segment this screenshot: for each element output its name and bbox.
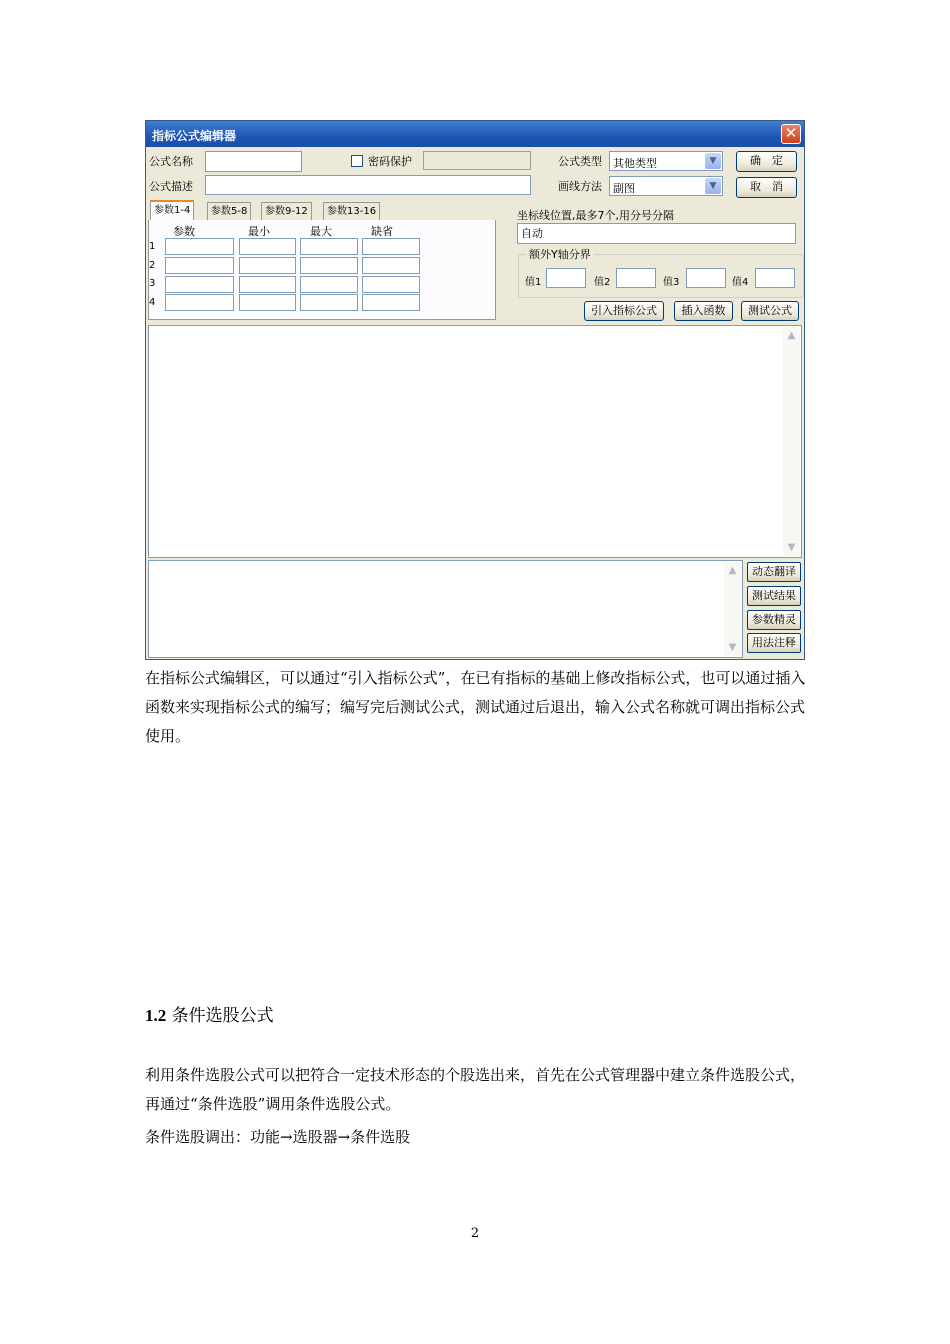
param-max-field[interactable] xyxy=(300,257,358,274)
ok-button[interactable]: 确 定 xyxy=(736,151,797,172)
y-value-1-input[interactable] xyxy=(546,268,586,288)
param-max-field[interactable] xyxy=(300,238,358,255)
y-value-label: 值1 xyxy=(525,277,542,288)
password-label: 密码保护 xyxy=(368,155,412,168)
param-min-field[interactable] xyxy=(239,276,296,293)
draw-method-value: 副图 xyxy=(613,182,635,195)
param-col-default: 缺省 xyxy=(371,225,393,238)
formula-type-label: 公式类型 xyxy=(558,155,602,168)
tab-params-5-8[interactable]: 参数5-8 xyxy=(207,202,251,220)
param-name-field[interactable] xyxy=(165,276,234,293)
password-checkbox[interactable] xyxy=(351,155,363,167)
param-default-field[interactable] xyxy=(362,294,420,311)
scroll-up-icon[interactable]: ▲ xyxy=(728,565,737,576)
param-min-field[interactable] xyxy=(239,238,296,255)
param-row-label: 4 xyxy=(149,297,156,308)
param-row-label: 2 xyxy=(149,260,156,271)
paragraph-editor-usage: 在指标公式编辑区，可以通过“引入指标公式”，在已有指标的基础上修改指标公式，也可以通过插入函数来实现指标公式的编写；编写完后测试公式，测试通过后退出，输入公式名称就可调出指标公式使用。 xyxy=(145,669,806,745)
title-bar[interactable] xyxy=(146,121,804,147)
close-icon[interactable]: ✕ xyxy=(781,124,801,144)
y-value-2-input[interactable] xyxy=(616,268,656,288)
test-formula-button[interactable]: 测试公式 xyxy=(741,301,799,321)
password-input[interactable] xyxy=(423,151,531,170)
param-name-field[interactable] xyxy=(165,257,234,274)
y-value-label: 值3 xyxy=(663,277,680,288)
y-value-3-input[interactable] xyxy=(686,268,726,288)
param-min-field[interactable] xyxy=(239,294,296,311)
dynamic-translate-button[interactable]: 动态翻译 xyxy=(747,562,801,582)
formula-type-select[interactable] xyxy=(609,151,723,171)
draw-method-select[interactable] xyxy=(609,176,723,196)
param-max-field[interactable] xyxy=(300,276,358,293)
axis-position-label: 坐标线位置,最多7个,用分号分隔 xyxy=(517,209,674,222)
usage-notes-button[interactable]: 用法注释 xyxy=(747,633,801,653)
param-max-field[interactable] xyxy=(300,294,358,311)
section-number: 1.2 xyxy=(145,1006,167,1025)
axis-position-input[interactable]: 自动 xyxy=(517,223,796,244)
tab-params-9-12[interactable]: 参数9-12 xyxy=(261,202,312,220)
chevron-down-icon: ▼ xyxy=(705,153,721,169)
paragraph-condition-stock: 利用条件选股公式可以把符合一定技术形态的个股选出来，首先在公式管理器中建立条件选股公式，再通过“条件选股”调用条件选股公式。 xyxy=(145,1066,806,1113)
formula-desc-label: 公式描述 xyxy=(149,180,193,193)
tab-params-1-4[interactable]: 参数1-4 xyxy=(150,200,194,221)
scroll-down-icon[interactable]: ▼ xyxy=(787,542,796,553)
formula-name-input[interactable] xyxy=(205,151,302,172)
cancel-button[interactable]: 取 消 xyxy=(736,177,797,198)
param-row-label: 3 xyxy=(149,278,156,289)
y-value-4-input[interactable] xyxy=(755,268,795,288)
formula-desc-input[interactable] xyxy=(205,175,531,195)
param-name-field[interactable] xyxy=(165,238,234,255)
paragraph-condition-path: 条件选股调出：功能→选股器→条件选股 xyxy=(145,1128,411,1146)
scroll-down-icon[interactable]: ▼ xyxy=(728,642,737,653)
param-col-max: 最大 xyxy=(310,225,332,238)
output-scrollbar[interactable] xyxy=(724,562,741,656)
param-name-field[interactable] xyxy=(165,294,234,311)
insert-function-button[interactable]: 插入函数 xyxy=(674,301,733,321)
section-heading xyxy=(145,1001,274,1026)
param-default-field[interactable] xyxy=(362,257,420,274)
scroll-up-icon[interactable]: ▲ xyxy=(787,330,796,341)
param-col-name: 参数 xyxy=(173,225,195,238)
param-row-label: 1 xyxy=(149,241,156,252)
output-area[interactable] xyxy=(148,560,743,658)
extra-y-axis-group-label: 额外Y轴分界 xyxy=(526,246,594,262)
formula-type-value: 其他类型 xyxy=(613,157,657,170)
test-result-button[interactable]: 测试结果 xyxy=(747,586,801,606)
y-value-label: 值4 xyxy=(732,277,749,288)
param-col-min: 最小 xyxy=(248,225,270,238)
param-default-field[interactable] xyxy=(362,276,420,293)
editor-scrollbar[interactable] xyxy=(783,327,800,556)
y-value-label: 值2 xyxy=(594,277,611,288)
import-formula-button[interactable]: 引入指标公式 xyxy=(584,301,664,321)
page-number: 2 xyxy=(470,1226,480,1241)
dialog-title: 指标公式编辑器 xyxy=(152,129,237,143)
param-min-field[interactable] xyxy=(239,257,296,274)
formula-editor-dialog xyxy=(145,120,805,660)
formula-name-label: 公式名称 xyxy=(149,155,193,168)
draw-method-label: 画线方法 xyxy=(558,180,602,193)
param-default-field[interactable] xyxy=(362,238,420,255)
param-wizard-button[interactable]: 参数精灵 xyxy=(747,610,801,630)
section-title: 条件选股公式 xyxy=(166,1006,274,1026)
tab-params-13-16[interactable]: 参数13-16 xyxy=(323,202,380,220)
chevron-down-icon: ▼ xyxy=(705,178,721,194)
formula-editor-area[interactable] xyxy=(148,325,802,558)
